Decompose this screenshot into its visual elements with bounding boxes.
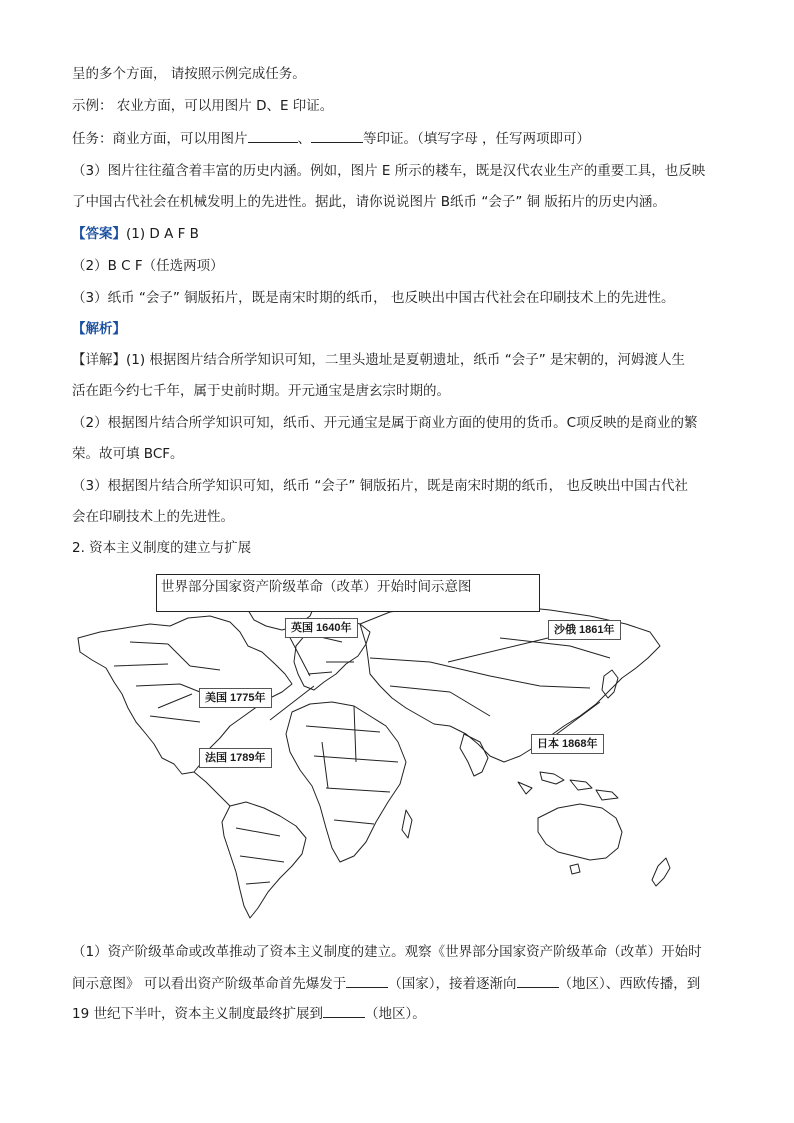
section-title: 2. 资本主义制度的建立与扩展 [72,540,252,556]
answer-blank[interactable] [248,128,298,143]
world-map [70,566,732,922]
world-map-outline [70,566,732,922]
answer-blank-country[interactable] [346,973,388,988]
answer-blank-region[interactable] [517,973,559,988]
detail-line-5: （3）根据图片结合所学知识可知，纸币 “会子” 铜版拓片，既是南宋时期的纸币， 也反映出中国古代社 [72,478,688,494]
detail-line-2: 活在距今约七千年，属于史前时期。开元通宝是唐玄宗时期的。 [72,383,450,399]
task-suffix: 等印证。（填写字母 ，任写两项即可） [363,131,591,147]
map-caption: 世界部分国家资产阶级革命（改革）开始时间示意图 [161,579,472,595]
q1-text-b: （国家），接着逐渐向 [388,976,517,992]
text-line-q3-cont: 了中国古代社会在机械发明上的先进性。据此，请你说说图片 B纸币 “会子” 铜 版拓片的历史内涵。 [72,194,666,210]
label-france: 法国 1789年 [199,748,272,768]
answer-blank-region-2[interactable] [323,1003,365,1018]
detail-line-1 [72,350,722,370]
answer-1: (1) D A F B [126,226,199,242]
answer-tag: 【答案】 [72,226,126,242]
task-sep: 、 [297,131,311,147]
answer-2: （2）B C F（任选两项） [72,258,224,274]
analysis-heading [72,319,722,339]
label-usa: 美国 1775年 [199,688,272,708]
answer-3: （3）纸币 “会子” 铜版拓片，既是南宋时期的纸币， 也反映出中国古代社会在印刷技术上的先进性。 [72,290,675,306]
q1-text-e: （地区）。 [364,1006,426,1022]
task-prefix: 任务：商业方面，可以用图片 [72,131,248,147]
answer-blank[interactable] [311,128,363,143]
text-line-task [72,128,722,149]
q1-text-a: 间示意图》 可以看出资产阶级革命首先爆发于 [72,976,347,992]
text-line-intro: 呈的多个方面， 请按照示例完成任务。 [72,66,306,82]
detail-text: (1) 根据图片结合所学知识可知，二里头遗址是夏朝遗址，纸币 “会子” 是宋朝的，河姆渡人生 [126,352,685,368]
label-britain: 英国 1640年 [285,618,358,638]
detail-line-3: （2）根据图片结合所学知识可知，纸币、开元通宝是属于商业方面的使用的货币。C项反映的是商业的繁 [72,415,698,431]
text-line-example: 示例： 农业方面，可以用图片 D、E 印证。 [72,98,334,114]
label-japan: 日本 1868年 [531,734,604,754]
q1-text-d: 19 世纪下半叶，资本主义制度最终扩展到 [72,1006,323,1022]
analysis-tag: 【解析】 [72,321,126,337]
detail-line-6: 会在印刷技术上的先进性。 [72,509,234,525]
q1-text-c: （地区）、西欧传播，到 [558,976,701,992]
question-1-line-3 [72,1003,722,1024]
detail-tag: 【详解】 [72,352,126,368]
question-1-line-2 [72,973,722,994]
map-caption-box [156,574,540,612]
text-line-q3: （3）图片往往蕴含着丰富的历史内涵。例如，图片 E 所示的耧车，既是汉代农业生产的重要工具，也反映 [72,163,706,179]
question-1-line-1: （1）资产阶级革命或改革推动了资本主义制度的建立。观察《世界部分国家资产阶级革命（改革）开始时 [72,944,702,960]
label-russia: 沙俄 1861年 [548,620,621,640]
detail-line-4: 荣。故可填 BCF。 [72,446,184,462]
answer-heading [72,224,722,244]
